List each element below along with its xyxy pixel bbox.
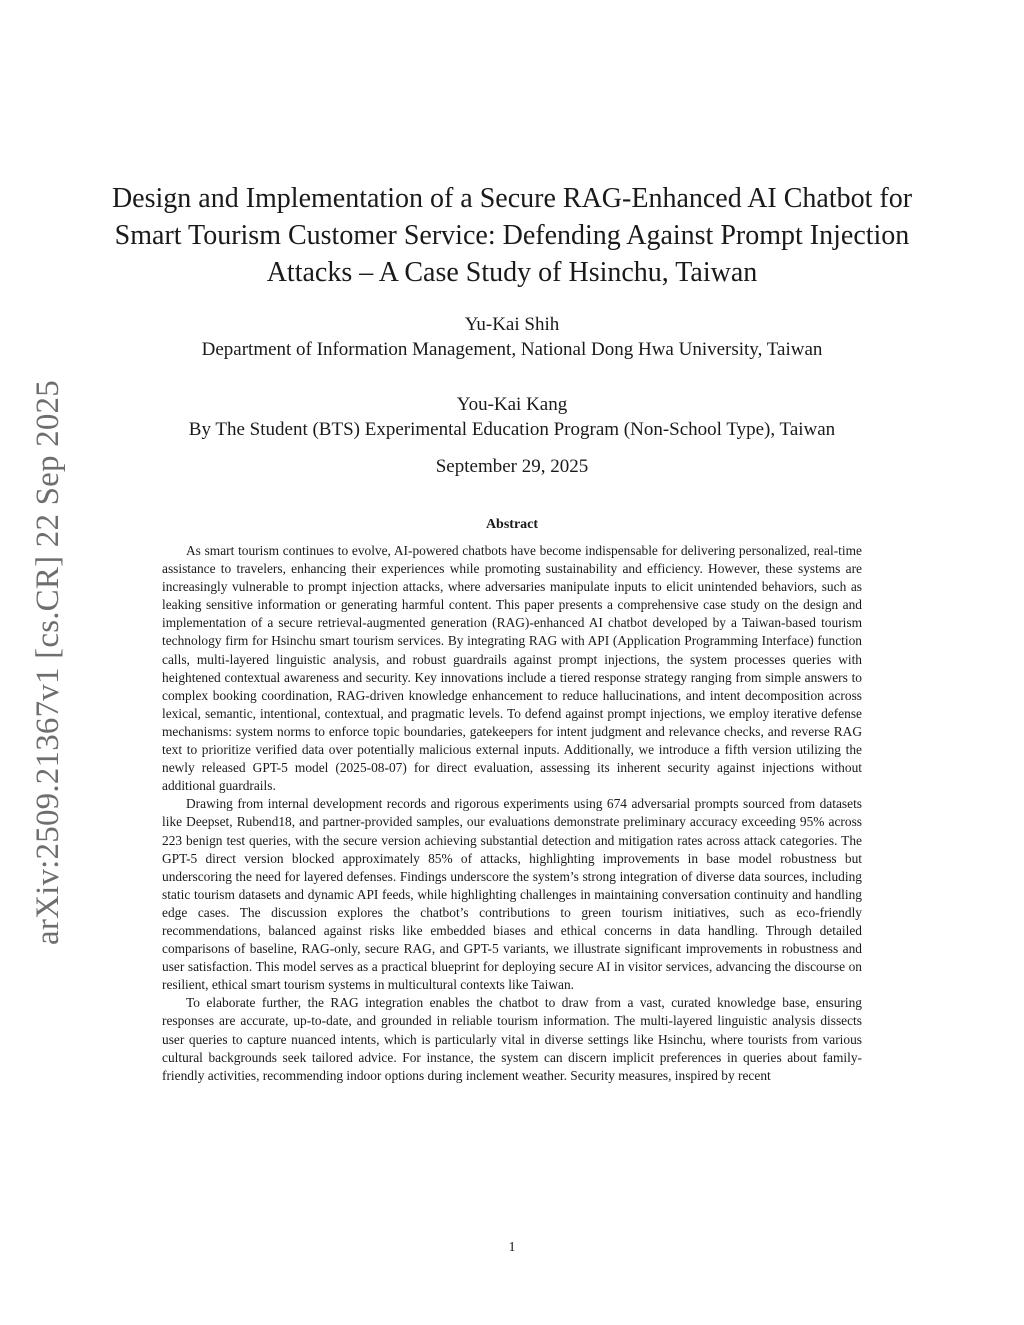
author-affiliation: By The Student (BTS) Experimental Education Program (Non-School Type), Taiwan [188, 419, 836, 440]
abstract-paragraph: As smart tourism continues to evolve, AI-powered chatbots have become indispensable for delivering personalized, real-time assistance to travelers, enhancing their experiences while promoting sustainability and efficiency. However, these systems are increasingly vulnerable to prompt injection attacks, where adversaries manipulate inputs to elicit unintended behaviors, such as leaking sensitive information or generating harmful content. This paper presents a comprehensive case study on the design and implementation of a secure retrieval-augmented generation (RAG)-enhanced AI chatbot developed by a Taiwan-based tourism technology firm for Hsinchu smart tourism services. By integrating RAG with API (Application Programming Interface) function calls, multi-layered linguistic analysis, and robust guardrails against prompt injections, the system processes queries with heightened contextual awareness and security. Key innovations include a tiered response strategy ranging from simple answers to complex booking coordination, RAG-driven knowledge enhancement to reduce hallucinations, and intent decomposition across lexical, semantic, intentional, contextual, and pragmatic levels. To defend against prompt injections, we employ iterative defense mechanisms: system norms to enforce topic boundaries, gatekeepers for intent judgment and relevance checks, and reverse RAG text to prioritize verified data over potentially malicious external inputs. Additionally, we introduce a fifth version utilizing the newly released GPT-5 model (2025-08-07) for direct evaluation, assessing its inherent security against injections without additional guardrails. [162, 543, 862, 794]
arxiv-identifier-text: arXiv:2509.21367v1 [cs.CR] 22 Sep 2025 [29, 379, 66, 945]
author-name: Yu-Kai Shih [464, 314, 560, 335]
author-block-2 [110, 392, 914, 442]
page-number: 1 [508, 1240, 516, 1255]
abstract-paragraph: Drawing from internal development records and rigorous experiments using 674 adversarial prompts sourced from datasets like Deepset, Rubend18, and partner-provided samples, our evaluations demonstrate preliminary accuracy exceeding 95% across 223 benign test queries, with the secure version achieving substantial detection and mitigation rates across attack categories. The GPT-5 direct version blocked approximately 85% of attacks, highlighting improvements in base model robustness but underscoring the need for layered defenses. Findings underscore the system’s strong integration of diverse data sources, including static tourism datasets and dynamic API feeds, while highlighting challenges in maintaining conversation continuity and handling edge cases. The discussion explores the chatbot’s contributions to green tourism initiatives, such as eco-friendly recommendations, balanced against risks like embedded biases and ethical concerns in data handling. Through detailed comparisons of baseline, RAG-only, secure RAG, and GPT-5 variants, we illustrate significant improvements in robustness and user satisfaction. This model serves as a practical blueprint for deploying secure AI in visitor services, advancing the discourse on resilient, ethical smart tourism systems in multicultural contexts like Taiwan. [162, 796, 862, 993]
publication-date: September 29, 2025 [435, 456, 589, 477]
abstract-body [162, 542, 862, 1085]
author-affiliation: Department of Information Management, National Dong Hwa University, Taiwan [201, 339, 823, 360]
abstract-paragraph: To elaborate further, the RAG integration enables the chatbot to draw from a vast, curated knowledge base, ensuring responses are accurate, up-to-date, and grounded in reliable tourism information. The multi-layered linguistic analysis dissects user queries to capture nuanced intents, which is particularly vital in diverse settings like Hsinchu, where tourists from various cultural backgrounds seek tailored advice. For instance, the system can discern implicit preferences in queries about family-friendly activities, recommending indoor options during inclement weather. Security measures, inspired by recent [162, 995, 862, 1083]
abstract-heading: Abstract [485, 517, 539, 532]
author-name: You-Kai Kang [456, 394, 568, 415]
paper-title: Design and Implementation of a Secure RAG-Enhanced AI Chatbot for Smart Tourism Customer Service: Defending Against Prompt Injection Attacks – A Case Study of Hsinchu, Taiwan [111, 183, 913, 288]
arxiv-identifier-stamp [18, 372, 78, 952]
author-block-1 [110, 312, 914, 362]
